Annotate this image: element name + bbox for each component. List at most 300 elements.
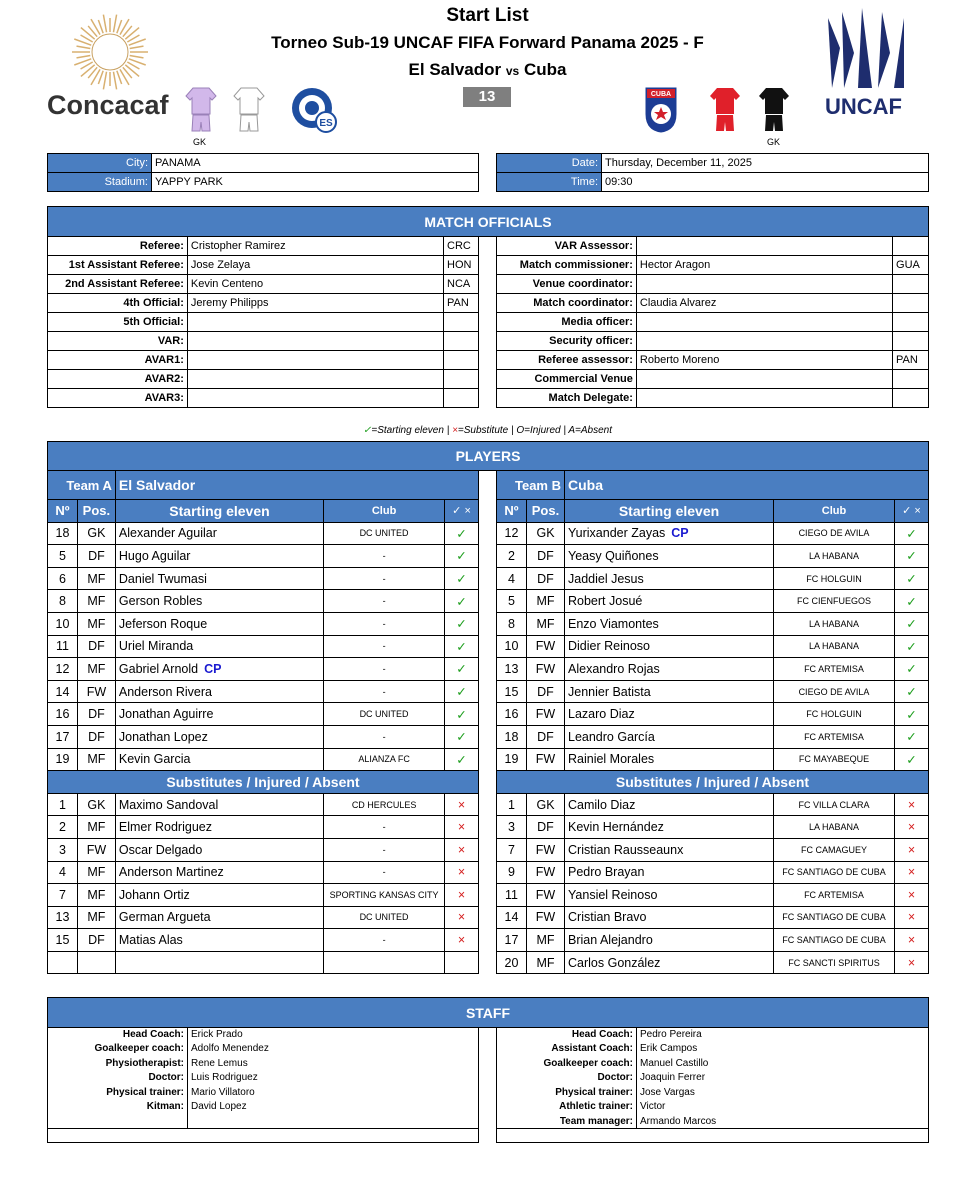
home-players-table: [47, 470, 479, 974]
gk-kit-purple-icon: [185, 86, 217, 134]
staff-role: [48, 1114, 188, 1129]
away-players-table: [496, 470, 929, 974]
official-role: AVAR3:: [48, 389, 188, 408]
team-row: [48, 471, 479, 500]
player-name: Gerson Robles: [115, 590, 323, 613]
player-number: 13: [497, 658, 527, 681]
player-name: Jeferson Roque: [115, 612, 323, 635]
player-club: -: [324, 567, 445, 590]
player-number: 16: [48, 703, 78, 726]
official-row: [48, 370, 479, 389]
player-position: GK: [77, 793, 115, 816]
empty-cell: [445, 951, 479, 974]
gk-label-right: GK: [767, 137, 781, 147]
staff-empty-row: [48, 1129, 479, 1143]
player-club: LA HABANA: [774, 612, 895, 635]
player-name: Yurixander Zayas CP: [565, 522, 774, 545]
player-position: DF: [77, 545, 115, 568]
staff-row: [497, 1071, 929, 1086]
substitute-cross-icon: ×: [895, 793, 929, 816]
el-salvador-fa-badge-icon: [290, 86, 338, 134]
svg-text:CUBA: CUBA: [650, 91, 672, 98]
player-name: Jonathan Aguirre: [115, 703, 323, 726]
players-header: [47, 441, 929, 471]
staff-row: [48, 1071, 479, 1086]
player-row: [497, 725, 929, 748]
captain-badge: CP: [671, 526, 689, 541]
uncaf-logo-text: UNCAF: [825, 94, 902, 119]
official-role: VAR Assessor:: [497, 237, 637, 256]
player-name: Rainiel Morales: [565, 748, 774, 771]
official-row: [497, 389, 929, 408]
starting-check-icon: ✓: [895, 748, 929, 771]
substitute-cross-icon: ×: [445, 884, 479, 907]
player-club: -: [324, 590, 445, 613]
player-row: [497, 951, 929, 974]
player-position: FW: [527, 635, 565, 658]
player-position: MF: [77, 748, 115, 771]
player-row: [48, 861, 479, 884]
player-name: Johann Ortiz: [115, 884, 323, 907]
player-row: [48, 590, 479, 613]
official-role: AVAR2:: [48, 370, 188, 389]
official-name: Cristopher Ramirez: [187, 237, 443, 256]
player-club: FC ARTEMISA: [774, 884, 895, 907]
official-role: AVAR1:: [48, 351, 188, 370]
col-club: Club: [324, 500, 445, 523]
player-position: DF: [527, 545, 565, 568]
player-number: 13: [48, 906, 78, 929]
col-club: Club: [774, 500, 895, 523]
substitute-cross-icon: ×: [895, 906, 929, 929]
official-row: [497, 351, 929, 370]
team-row: [497, 471, 929, 500]
player-club: DC UNITED: [324, 703, 445, 726]
subs-title: Substitutes / Injured / Absent: [497, 771, 929, 794]
player-name: Robert Josué: [565, 590, 774, 613]
player-row: [497, 612, 929, 635]
player-row: [48, 658, 479, 681]
staff-row: [497, 1027, 929, 1042]
official-row: [497, 294, 929, 313]
player-row: [48, 635, 479, 658]
staff-role: Team manager:: [497, 1114, 637, 1129]
official-role: Referee assessor:: [497, 351, 637, 370]
player-name: Carlos González: [565, 951, 774, 974]
staff-row: [497, 1114, 929, 1129]
team-name: El Salvador: [115, 471, 478, 500]
official-country: [444, 313, 479, 332]
official-name: [636, 313, 892, 332]
player-position: MF: [77, 861, 115, 884]
player-number: 8: [48, 590, 78, 613]
time-label: Time:: [497, 173, 602, 192]
player-name: Lazaro Diaz: [565, 703, 774, 726]
player-club: -: [324, 838, 445, 861]
player-name: Anderson Martinez: [115, 861, 323, 884]
match-number: 13: [463, 87, 511, 107]
player-position: MF: [77, 612, 115, 635]
player-club: -: [324, 545, 445, 568]
official-row: [48, 389, 479, 408]
player-number: 15: [497, 680, 527, 703]
subs-title: Substitutes / Injured / Absent: [48, 771, 479, 794]
player-row: [497, 793, 929, 816]
official-row: [48, 313, 479, 332]
empty-row: [48, 951, 479, 974]
staff-header: [47, 997, 929, 1028]
official-name: Hector Aragon: [636, 256, 892, 275]
player-number: 4: [48, 861, 78, 884]
player-number: 10: [497, 635, 527, 658]
official-role: 1st Assistant Referee:: [48, 256, 188, 275]
empty-cell: [48, 951, 78, 974]
player-number: 18: [48, 522, 78, 545]
player-club: FC HOLGUIN: [774, 703, 895, 726]
official-name: [187, 389, 443, 408]
staff-role: Athletic trainer:: [497, 1100, 637, 1115]
player-number: 2: [48, 816, 78, 839]
player-club: LA HABANA: [774, 545, 895, 568]
player-name: Jonathan Lopez: [115, 725, 323, 748]
competition-title: Torneo Sub-19 UNCAF FIFA Forward Panama 2025 - F: [271, 33, 704, 52]
player-position: GK: [77, 522, 115, 545]
staff-empty: [497, 1129, 929, 1143]
player-club: -: [324, 658, 445, 681]
cuba-fa-badge-icon: [644, 86, 678, 134]
official-row: [48, 256, 479, 275]
officials-right-table: [496, 236, 929, 408]
player-position: FW: [527, 884, 565, 907]
player-row: [497, 816, 929, 839]
staff-role: Goalkeeper coach:: [497, 1056, 637, 1071]
players-title: PLAYERS: [48, 442, 929, 471]
official-role: 2nd Assistant Referee:: [48, 275, 188, 294]
player-number: 1: [497, 793, 527, 816]
player-club: -: [324, 680, 445, 703]
player-row: [497, 838, 929, 861]
player-row: [48, 838, 479, 861]
starting-check-icon: ✓: [445, 703, 479, 726]
player-name: Pedro Brayan: [565, 861, 774, 884]
player-row: [497, 748, 929, 771]
player-name: Cristian Bravo: [565, 906, 774, 929]
staff-name: Mario Villatoro: [188, 1085, 479, 1100]
player-position: MF: [527, 612, 565, 635]
player-number: 6: [48, 567, 78, 590]
staff-name: Jose Vargas: [637, 1085, 929, 1100]
staff-left-table: [47, 1027, 479, 1143]
official-name: Kevin Centeno: [187, 275, 443, 294]
staff-role: Head Coach:: [48, 1027, 188, 1042]
official-role: Match coordinator:: [497, 294, 637, 313]
officials-left-table: [47, 236, 479, 408]
official-row: [497, 313, 929, 332]
substitute-cross-icon: ×: [895, 884, 929, 907]
player-position: FW: [527, 748, 565, 771]
player-club: FC ARTEMISA: [774, 658, 895, 681]
player-name: Uriel Miranda: [115, 635, 323, 658]
player-position: MF: [527, 590, 565, 613]
player-club: FC SANTIAGO DE CUBA: [774, 906, 895, 929]
player-position: DF: [527, 567, 565, 590]
player-number: 3: [48, 838, 78, 861]
staff-role: Head Coach:: [497, 1027, 637, 1042]
player-number: 12: [48, 658, 78, 681]
player-number: 11: [48, 635, 78, 658]
player-position: MF: [77, 816, 115, 839]
player-row: [48, 816, 479, 839]
staff-row: [497, 1056, 929, 1071]
time-value: 09:30: [602, 173, 929, 192]
staff-row: [497, 1100, 929, 1115]
player-position: FW: [527, 838, 565, 861]
player-number: 11: [497, 884, 527, 907]
player-club: -: [324, 612, 445, 635]
player-row: [48, 567, 479, 590]
starting-check-icon: ✓: [895, 612, 929, 635]
player-number: 10: [48, 612, 78, 635]
player-position: GK: [527, 793, 565, 816]
staff-row: [48, 1100, 479, 1115]
staff-row: [497, 1042, 929, 1057]
player-row: [497, 545, 929, 568]
official-name: [636, 370, 892, 389]
player-club: CIEGO DE AVILA: [774, 680, 895, 703]
substitute-cross-icon: ×: [445, 929, 479, 952]
player-name: Didier Reinoso: [565, 635, 774, 658]
player-row: [48, 884, 479, 907]
player-name: Leandro García: [565, 725, 774, 748]
player-position: FW: [77, 838, 115, 861]
staff-role: Physical trainer:: [48, 1085, 188, 1100]
player-club: DC UNITED: [324, 522, 445, 545]
player-row: [497, 658, 929, 681]
staff-title: STAFF: [48, 998, 929, 1028]
official-name: [636, 237, 892, 256]
player-row: [48, 522, 479, 545]
staff-row: [48, 1027, 479, 1042]
staff-row: [48, 1114, 479, 1129]
substitute-cross-icon: ×: [445, 838, 479, 861]
substitute-cross-icon: ×: [895, 816, 929, 839]
player-row: [497, 635, 929, 658]
officials-title: MATCH OFFICIALS: [48, 207, 929, 237]
official-country: [893, 313, 929, 332]
player-row: [497, 906, 929, 929]
datetime-table: [496, 153, 929, 192]
player-name: Jennier Batista: [565, 680, 774, 703]
official-role: Venue coordinator:: [497, 275, 637, 294]
cuba-home-kit-red-icon: [709, 86, 741, 134]
empty-cell: [324, 951, 445, 974]
player-row: [497, 590, 929, 613]
team-label: Team B: [497, 471, 565, 500]
player-name: Maximo Sandoval: [115, 793, 323, 816]
starting-check-icon: ✓: [445, 567, 479, 590]
player-number: 15: [48, 929, 78, 952]
player-position: GK: [527, 522, 565, 545]
cuba-gk-kit-black-icon: [758, 86, 790, 134]
starting-check-icon: ✓: [895, 590, 929, 613]
official-row: [497, 275, 929, 294]
player-club: DC UNITED: [324, 906, 445, 929]
col-starting: Starting eleven: [115, 500, 323, 523]
column-header-row: [497, 500, 929, 523]
player-club: -: [324, 635, 445, 658]
date-value: Thursday, December 11, 2025: [602, 154, 929, 173]
svg-text:ES: ES: [319, 118, 333, 129]
starting-check-icon: ✓: [895, 567, 929, 590]
subs-header-row: [497, 771, 929, 794]
staff-name: Manuel Castillo: [637, 1056, 929, 1071]
empty-cell: [77, 951, 115, 974]
staff-name: Victor: [637, 1100, 929, 1115]
player-row: [497, 884, 929, 907]
substitute-cross-icon: ×: [445, 816, 479, 839]
city-value: PANAMA: [152, 154, 479, 173]
player-number: 8: [497, 612, 527, 635]
official-name: [187, 370, 443, 389]
player-number: 14: [48, 680, 78, 703]
captain-badge: CP: [204, 661, 222, 676]
official-role: Commercial Venue: [497, 370, 637, 389]
player-position: FW: [527, 703, 565, 726]
player-name: Kevin Garcia: [115, 748, 323, 771]
player-name: Yansiel Reinoso: [565, 884, 774, 907]
player-row: [48, 680, 479, 703]
team-label: Team A: [48, 471, 116, 500]
player-name: Enzo Viamontes: [565, 612, 774, 635]
player-row: [497, 522, 929, 545]
official-row: [497, 237, 929, 256]
player-position: MF: [77, 590, 115, 613]
staff-role: Physiotherapist:: [48, 1056, 188, 1071]
staff-empty-row: [497, 1129, 929, 1143]
substitute-cross-icon: ×: [895, 929, 929, 952]
player-position: FW: [527, 658, 565, 681]
player-name: German Argueta: [115, 906, 323, 929]
empty-cell: [115, 951, 323, 974]
starting-check-icon: ✓: [445, 658, 479, 681]
starting-check-icon: ✓: [445, 748, 479, 771]
starting-check-icon: ✓: [895, 680, 929, 703]
player-row: [48, 793, 479, 816]
player-row: [48, 906, 479, 929]
player-position: MF: [77, 567, 115, 590]
stadium-label: Stadium:: [48, 173, 152, 192]
player-club: FC MAYABEQUE: [774, 748, 895, 771]
official-country: CRC: [444, 237, 479, 256]
staff-row: [48, 1056, 479, 1071]
player-number: 4: [497, 567, 527, 590]
official-name: [187, 313, 443, 332]
substitute-cross-icon: ×: [445, 861, 479, 884]
player-name: Matias Alas: [115, 929, 323, 952]
official-country: [893, 332, 929, 351]
official-name: [187, 351, 443, 370]
official-country: PAN: [444, 294, 479, 313]
player-name: Alexandro Rojas: [565, 658, 774, 681]
col-mark: ✓ ×: [445, 500, 479, 523]
player-row: [48, 545, 479, 568]
player-row: [48, 612, 479, 635]
starting-check-icon: ✓: [445, 725, 479, 748]
official-row: [48, 275, 479, 294]
staff-role: Doctor:: [48, 1071, 188, 1086]
player-number: 20: [497, 951, 527, 974]
concacaf-sun-icon: [70, 12, 150, 92]
player-position: DF: [77, 635, 115, 658]
staff-name: David Lopez: [188, 1100, 479, 1115]
staff-name: Armando Marcos: [637, 1114, 929, 1129]
page-title: Start List: [446, 5, 529, 26]
stadium-value: YAPPY PARK: [152, 173, 479, 192]
player-name: Brian Alejandro: [565, 929, 774, 952]
player-number: 12: [497, 522, 527, 545]
match-teams: El Salvador vs Cuba: [408, 60, 567, 79]
staff-role: Doctor:: [497, 1071, 637, 1086]
date-label: Date:: [497, 154, 602, 173]
player-number: 5: [48, 545, 78, 568]
player-number: 1: [48, 793, 78, 816]
official-role: 4th Official:: [48, 294, 188, 313]
player-position: FW: [527, 906, 565, 929]
column-header-row: [48, 500, 479, 523]
player-position: DF: [77, 929, 115, 952]
player-name: Daniel Twumasi: [115, 567, 323, 590]
player-number: 19: [48, 748, 78, 771]
player-number: 9: [497, 861, 527, 884]
substitute-cross-icon: ×: [445, 906, 479, 929]
substitute-cross-icon: ×: [895, 951, 929, 974]
staff-right-table: [496, 1027, 929, 1143]
official-row: [497, 370, 929, 389]
official-role: Referee:: [48, 237, 188, 256]
player-row: [48, 703, 479, 726]
starting-check-icon: ✓: [445, 612, 479, 635]
uncaf-crown-icon: [822, 8, 912, 96]
venue-table: [47, 153, 479, 192]
official-role: VAR:: [48, 332, 188, 351]
player-position: DF: [77, 725, 115, 748]
player-row: [497, 567, 929, 590]
player-position: FW: [527, 861, 565, 884]
official-name: [636, 275, 892, 294]
player-name: Jaddiel Jesus: [565, 567, 774, 590]
player-position: MF: [527, 929, 565, 952]
player-club: -: [324, 725, 445, 748]
official-role: Match commissioner:: [497, 256, 637, 275]
col-pos: Pos.: [77, 500, 115, 523]
player-club: -: [324, 861, 445, 884]
player-club: FC ARTEMISA: [774, 725, 895, 748]
gk-label-left: GK: [193, 137, 207, 147]
player-number: 19: [497, 748, 527, 771]
staff-row: [48, 1085, 479, 1100]
col-pos: Pos.: [527, 500, 565, 523]
legend: ✓=Starting eleven | ×=Substitute | O=Injured | A=Absent: [362, 425, 613, 436]
player-club: FC SANTIAGO DE CUBA: [774, 861, 895, 884]
official-row: [48, 351, 479, 370]
player-number: 2: [497, 545, 527, 568]
player-name: Alexander Aguilar: [115, 522, 323, 545]
official-country: [893, 294, 929, 313]
player-club: -: [324, 816, 445, 839]
player-name: Hugo Aguilar: [115, 545, 323, 568]
concacaf-logo-text: Concacaf: [47, 90, 169, 120]
official-country: [444, 389, 479, 408]
